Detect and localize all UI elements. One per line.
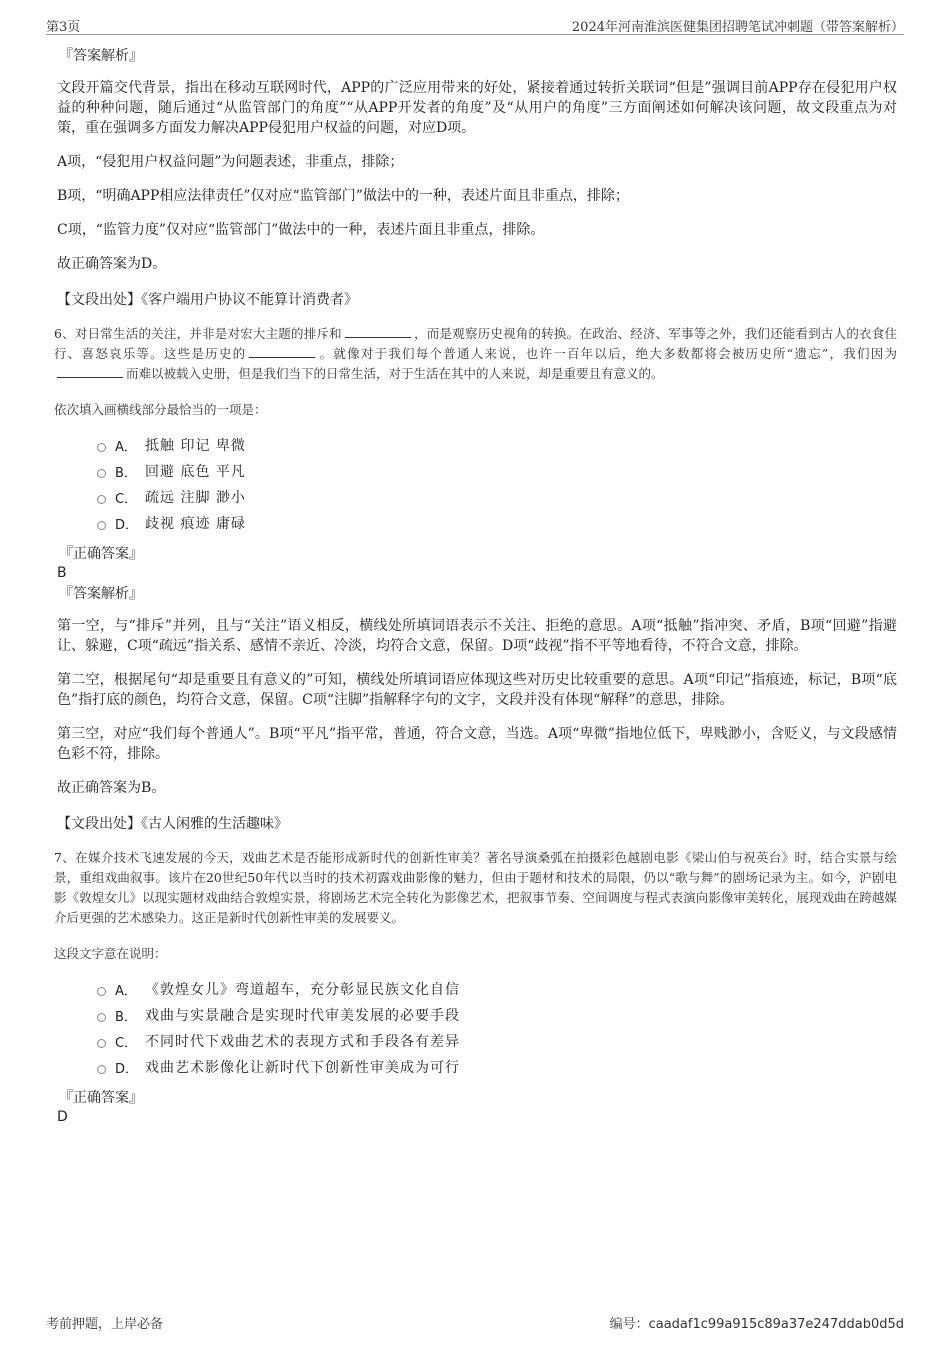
option-letter: B． (115, 465, 137, 481)
option-text: 歧视 痕迹 庸碌 (145, 516, 246, 532)
radio-icon[interactable] (97, 443, 106, 452)
q5-analysis-label: 『答案解析』 (59, 48, 143, 64)
q6-options (97, 432, 897, 536)
option-letter: D． (115, 517, 139, 533)
radio-icon[interactable] (97, 1039, 106, 1048)
footer-slogan: 考前押题，上岸必备 (46, 1317, 164, 1332)
q5-analysis-paragraph: A项，“侵犯用户权益问题”为问题表述，非重点，排除； (57, 154, 404, 170)
q6-answer-label: 『正确答案』 (59, 546, 143, 562)
option-text: 不同时代下戏曲艺术的表现方式和手段各有差异 (145, 1034, 460, 1050)
q6-source: 【文段出处】《古人闲雅的生活趣味》 (57, 816, 288, 832)
option-letter: D． (115, 1061, 139, 1077)
radio-icon[interactable] (97, 1065, 106, 1074)
q6-option-c[interactable] (97, 484, 897, 510)
fill-blank (57, 364, 123, 378)
q6-option-b[interactable] (97, 458, 897, 484)
q6-analysis-paragraph: 第三空，对应“我们每个普通人”。B项“平凡”指平常，普通，符合文意，当选。A项“卑微”指地位低下，卑贱渺小，含贬义，与文段感情色彩不符，排除。 (57, 726, 897, 762)
q7-stem: 7、在媒介技术飞速发展的今天，戏曲艺术是否能形成新时代的创新性审美？著名导演桑弧在拍摄彩色越剧电影《梁山伯与祝英台》时，结合实景与绘景，重组戏曲叙事。该片在20世纪50年代以当时的技术初露戏曲影像的魅力，但由于题材和技术的局限，仍以“歌与舞”的剧场记录为主。如今，沪剧电影《敦煌女儿》以现实题材戏曲结合敦煌实景，将剧场艺术完全转化为影像艺术，把叙事节奏、空间调度与程式表演向影像审美转化，展现戏曲在跨越媒介后更强的艺术感染力。这正是新时代创新性审美的发展要义。 (54, 850, 897, 925)
option-letter: A． (115, 983, 137, 999)
q7-answer-label: 『正确答案』 (59, 1090, 143, 1106)
q5-analysis-paragraph: B项，“明确APP相应法律责任”仅对应“监管部门”做法中的一种，表述片面且非重点，排除； (57, 188, 629, 204)
q7-option-b[interactable] (97, 1002, 897, 1028)
q6-analysis-paragraph: 第一空，与“排斥”并列，且与“关注”语义相反，横线处所填词语表示不关注、拒绝的意思。A项“抵触”指冲突、矛盾，B项“回避”指避让、躲避，C项“疏远”指关系、感情不亲近、冷淡，均符合文意，保留。D项“歧视”指不平等地看待，不符合文意，排除。 (57, 618, 897, 654)
code-label: 编号： (609, 1317, 649, 1332)
radio-icon[interactable] (97, 521, 106, 530)
q6-prompt: 依次填入画横线部分最恰当的一项是： (54, 402, 267, 417)
page-number: 第3页 (46, 20, 81, 35)
document-code (610, 1313, 904, 1332)
fill-blank (249, 344, 315, 358)
option-letter: C． (115, 491, 138, 507)
radio-icon[interactable] (97, 469, 106, 478)
q7-answer: D (57, 1109, 68, 1125)
q6-stem-part: 6、对日常生活的关注，并非是对宏大主题的排斥和 (54, 326, 342, 341)
q6-stem-part: 。就像对于我们每个普通人来说，也许一百年以后，绝大多数都将会被历史所“遗忘”，我们因为 (318, 346, 897, 361)
q6-option-a[interactable] (97, 432, 897, 458)
q7-option-c[interactable] (97, 1028, 897, 1054)
option-letter: B． (115, 1009, 137, 1025)
q7-option-d[interactable] (97, 1054, 897, 1080)
option-letter: C． (115, 1035, 138, 1051)
option-letter: A． (115, 439, 137, 455)
q5-source: 【文段出处】《客户端用户协议不能算计消费者》 (57, 292, 358, 308)
page-header (46, 14, 904, 35)
q6-answer: B (57, 565, 67, 581)
radio-icon[interactable] (97, 1013, 106, 1022)
option-text: 《敦煌女儿》弯道超车，充分彰显民族文化自信 (145, 982, 460, 998)
q5-conclusion: 故正确答案为D。 (57, 256, 167, 272)
q6-stem-part: ，而是观察历史视角的转换。在政治、经济、军事等之外，我们还能看到古人的衣食住行、喜怒哀乐等。这些是历史的 (54, 326, 897, 361)
q5-analysis-paragraph: C项，“监管力度”仅对应“监管部门”做法中的一种，表述片面且非重点，排除。 (57, 222, 545, 238)
q6-option-d[interactable] (97, 510, 897, 536)
page-content (54, 46, 897, 1126)
q7-prompt: 这段文字意在说明： (54, 946, 167, 961)
q6-stem-part: 而难以被载入史册，但是我们当下的日常生活，对于生活在其中的人来说，却是重要且有意义的。 (126, 366, 664, 381)
q6-stem (54, 324, 897, 384)
q6-analysis-paragraph: 第二空，根据尾句“却是重要且有意义的”可知，横线处所填词语应体现这些对历史比较重要的意思。A项“印记”指痕迹，标记，B项“底色”指打底的颜色，均符合文意，保留。C项“注脚”指解释字句的文字，文段并没有体现“解释”的意思，排除。 (57, 672, 897, 708)
document-title: 2024年河南淮滨医健集团招聘笔试冲刺题（带答案解析） (571, 20, 904, 35)
q5-analysis-paragraph: 文段开篇交代背景，指出在移动互联网时代，APP的广泛应用带来的好处，紧接着通过转折关联词“但是”强调目前APP存在侵犯用户权益的种种问题，随后通过“从监管部门的角度”“从APP开发者的角度”及“从用户的角度”三方面阐述如何解决该问题，故文段重点为对策，重在强调多方面发力解决APP侵犯用户权益的问题，对应D项。 (57, 80, 897, 136)
option-text: 疏远 注脚 渺小 (145, 490, 246, 506)
code-value: caadaf1c99a915c89a37e247ddab0d5d (648, 1317, 904, 1332)
option-text: 戏曲与实景融合是实现时代审美发展的必要手段 (145, 1008, 460, 1024)
q6-conclusion: 故正确答案为B。 (57, 780, 166, 796)
option-text: 戏曲艺术影像化让新时代下创新性审美成为可行 (145, 1060, 460, 1076)
option-text: 回避 底色 平凡 (145, 464, 246, 480)
q7-option-a[interactable] (97, 976, 897, 1002)
q6-analysis-label: 『答案解析』 (59, 586, 143, 602)
fill-blank (345, 324, 411, 338)
q7-options (97, 976, 897, 1080)
radio-icon[interactable] (97, 495, 106, 504)
option-text: 抵触 印记 卑微 (145, 438, 246, 454)
radio-icon[interactable] (97, 987, 106, 996)
